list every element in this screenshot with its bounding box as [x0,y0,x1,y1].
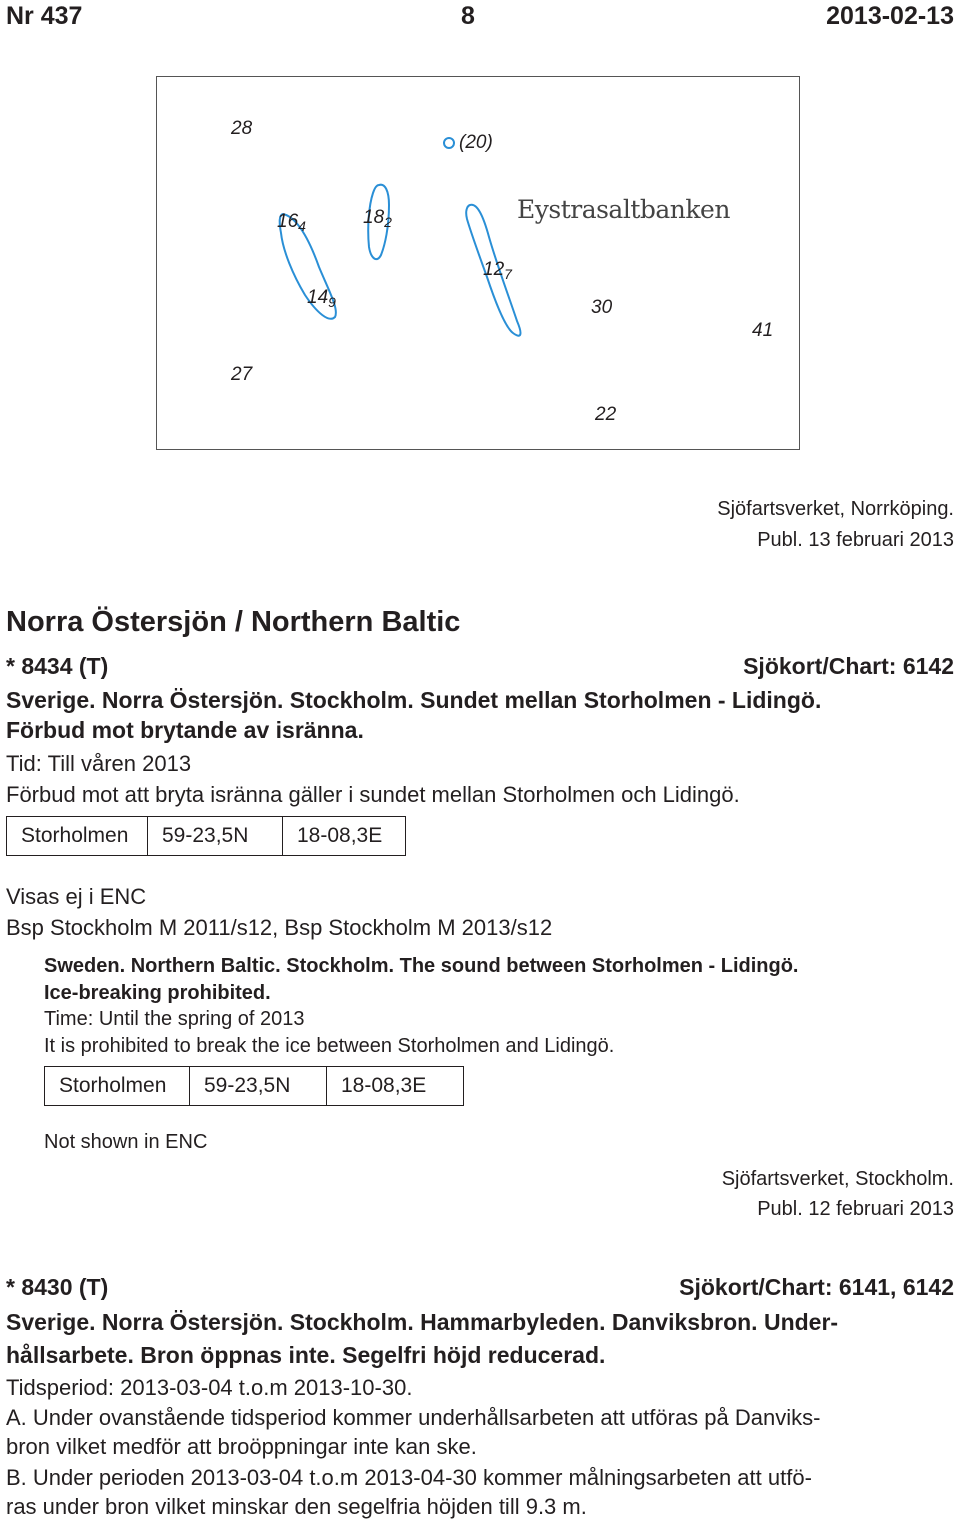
en-title: Sweden. Northern Baltic. Stockholm. The sound between Storholmen - Lidingö. [44,955,799,977]
chart-ref: Sjökort/Chart: 6141, 6142 [679,1274,954,1300]
source-org: Sjöfartsverket, Stockholm. [721,1168,954,1190]
source-org: Sjöfartsverket, Norrköping. [717,498,954,520]
page-number: 8 [461,2,475,30]
notice-number: Nr 437 [6,2,83,30]
issue-date: 2013-02-13 [826,2,954,30]
position-lat: 59-23,5N [148,817,283,856]
source-publ: Publ. 13 februari 2013 [757,529,954,551]
notice-text-a: bron vilket medför att broöppningar inte kan ske. [6,1434,477,1459]
en-text: It is prohibited to break the ice between Storholmen and Lidingö. [44,1035,615,1057]
notice-title: Förbud mot brytande av isränna. [6,717,364,743]
depth-label: 27 [231,364,253,385]
shoal-small [444,138,454,148]
notice-time: Tid: Till våren 2013 [6,751,192,776]
notice-title: hållsarbete. Bron öppnas inte. Segelfri höjd reducerad. [6,1342,606,1368]
en-time: Time: Until the spring of 2013 [44,1008,305,1030]
position-lat: 59-23,5N [190,1067,327,1106]
position-table [6,816,406,856]
chart-extract [156,76,800,450]
position-lon: 18-08,3E [327,1067,464,1106]
position-lon: 18-08,3E [283,817,406,856]
en-title: Ice-breaking prohibited. [44,982,271,1004]
depth-label: $14_9$ [307,287,336,310]
bsp-note: Bsp Stockholm M 2011/s12, Bsp Stockholm M 2013/s12 [6,915,553,940]
depth-label: 30 [591,297,613,318]
bank-name: Eystrasaltbanken [517,195,730,224]
table-row [7,817,406,856]
table-row [45,1067,464,1106]
notice-title: Sverige. Norra Östersjön. Stockholm. Sundet mellan Storholmen - Lidingö. [6,687,822,713]
notice-text-a: A. Under ovanstående tidsperiod kommer underhållsarbeten att utföras på Danviks- [6,1405,821,1430]
depth-label: 28 [231,118,253,139]
position-name: Storholmen [7,817,148,856]
depth-label: (20) [459,132,493,153]
notice-period: Tidsperiod: 2013-03-04 t.o.m 2013-10-30. [6,1375,413,1400]
enc-note: Visas ej i ENC [6,884,147,909]
notice-title: Sverige. Norra Östersjön. Stockholm. Hammarbyleden. Danviksbron. Under- [6,1309,839,1335]
section-title: Norra Östersjön / Northern Baltic [6,606,461,638]
depth-label: $12_7$ [483,259,512,282]
notice-id: * 8430 (T) [6,1274,109,1300]
notice-text-b: ras under bron vilket minskar den segelfria höjden till 9.3 m. [6,1494,587,1519]
notice-text: Förbud mot att bryta isränna gäller i sundet mellan Storholmen och Lidingö. [6,782,740,807]
chart-ref: Sjökort/Chart: 6142 [743,653,954,679]
depth-label: $18_2$ [363,207,392,230]
source-publ: Publ. 12 februari 2013 [757,1198,954,1220]
depth-label: 22 [595,404,617,425]
notice-text-b: B. Under perioden 2013-03-04 t.o.m 2013-04-30 kommer målningsarbeten att utfö- [6,1465,812,1490]
position-table [44,1066,464,1106]
position-name: Storholmen [45,1067,190,1106]
notice-id: * 8434 (T) [6,653,109,679]
depth-label: 41 [752,320,774,341]
en-enc-note: Not shown in ENC [44,1131,208,1153]
depth-label: $16_4$ [277,211,306,234]
